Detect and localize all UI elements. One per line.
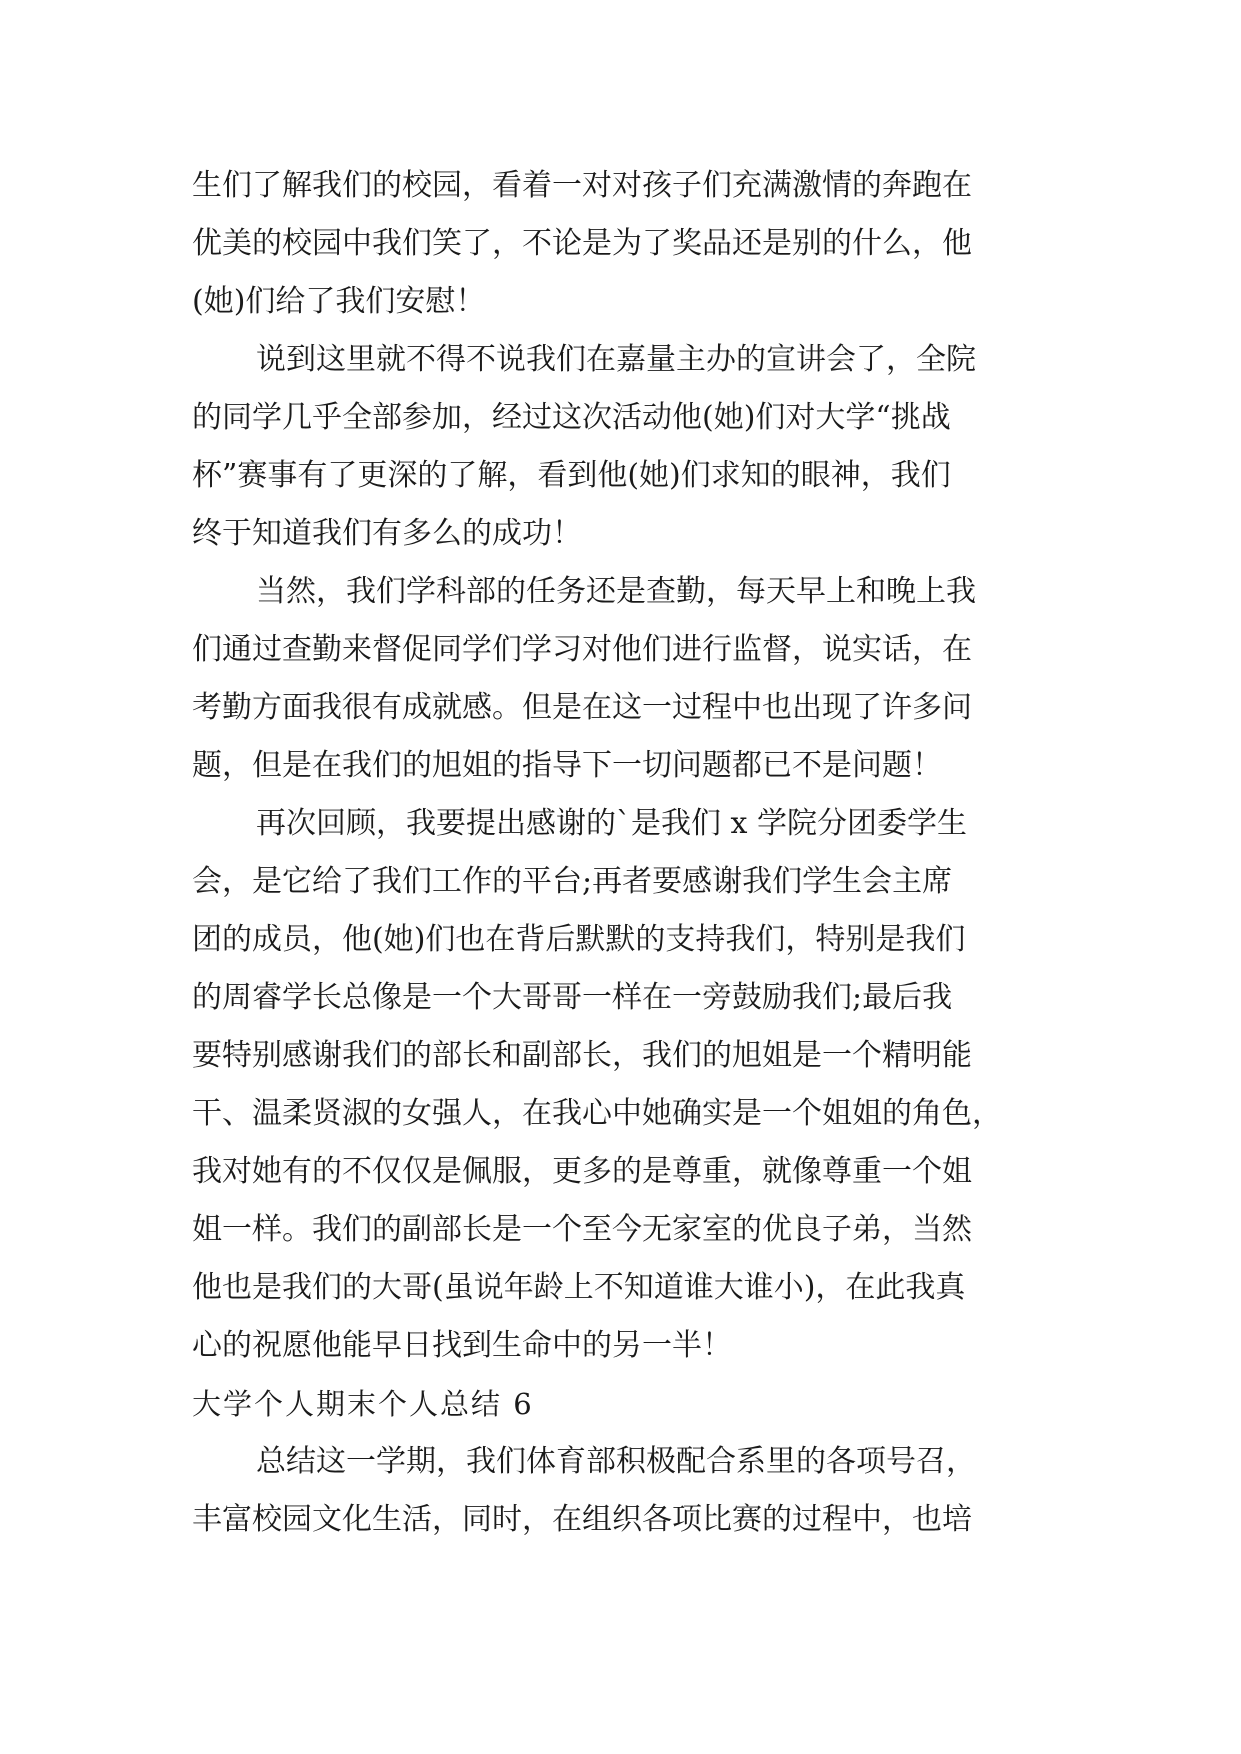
paragraph-line: 终于知道我们有多么的成功！ <box>192 516 582 551</box>
paragraph-line: 说到这里就不得不说我们在嘉量主办的宣讲会了，全院 <box>256 342 976 377</box>
paragraph-line: 生们了解我们的校园，看着一对对孩子们充满激情的奔跑在 <box>192 168 972 203</box>
paragraph-line: 会，是它给了我们工作的平台;再者要感谢我们学生会主席 <box>192 864 953 899</box>
paragraph-line: 的同学几乎全部参加，经过这次活动他(她)们对大学“挑战 <box>192 400 951 435</box>
paragraph-line: 题，但是在我们的旭姐的指导下一切问题都已不是问题！ <box>192 748 942 783</box>
paragraph-line: 的周睿学长总像是一个大哥哥一样在一旁鼓励我们;最后我 <box>192 980 953 1015</box>
paragraph-line: 干、温柔贤淑的女强人，在我心中她确实是一个姐姐的角色， <box>192 1096 1002 1131</box>
paragraph-line: 当然，我们学科部的任务还是查勤，每天早上和晚上我 <box>256 574 976 609</box>
paragraph-line: 优美的校园中我们笑了，不论是为了奖品还是别的什么，他 <box>192 226 972 261</box>
paragraph-line: 杯”赛事有了更深的了解，看到他(她)们求知的眼神，我们 <box>192 458 951 493</box>
paragraph-line: 我对她有的不仅仅是佩服，更多的是尊重，就像尊重一个姐 <box>192 1154 972 1189</box>
section-heading: 大学个人期末个人总结 6 <box>192 1387 534 1421</box>
paragraph-line: 团的成员，他(她)们也在背后默默的支持我们，特别是我们 <box>192 922 966 957</box>
paragraph-line: 考勤方面我很有成就感。但是在这一过程中也出现了许多问 <box>192 690 972 725</box>
paragraph-line: 姐一样。我们的副部长是一个至今无家室的优良子弟，当然 <box>192 1212 972 1247</box>
paragraph-line: 心的祝愿他能早日找到生命中的另一半！ <box>192 1328 732 1363</box>
paragraph-line: 总结这一学期，我们体育部积极配合系里的各项号召， <box>256 1444 976 1479</box>
paragraph-line: 们通过查勤来督促同学们学习对他们进行监督，说实话，在 <box>192 632 972 667</box>
paragraph-line: 再次回顾，我要提出感谢的`是我们 x 学院分团委学生 <box>256 806 967 841</box>
paragraph-line: 要特别感谢我们的部长和副部长，我们的旭姐是一个精明能 <box>192 1038 972 1073</box>
paragraph-line: (她)们给了我们安慰！ <box>192 284 486 319</box>
paragraph-line: 他也是我们的大哥(虽说年龄上不知道谁大谁小)，在此我真 <box>192 1270 966 1305</box>
paragraph-line: 丰富校园文化生活，同时，在组织各项比赛的过程中，也培 <box>192 1502 972 1537</box>
